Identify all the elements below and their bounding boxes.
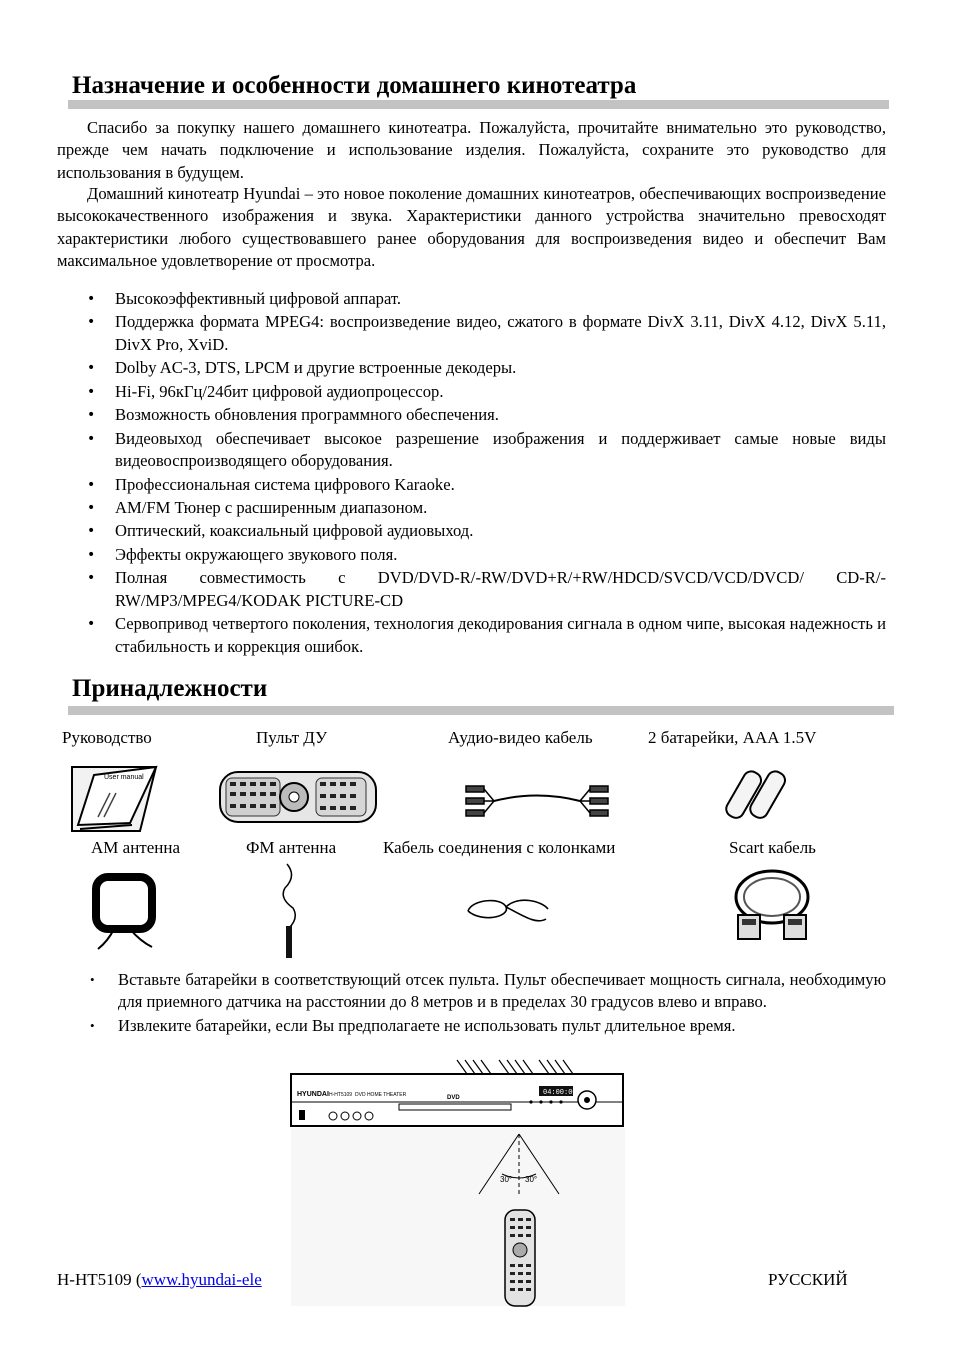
footer-website-link[interactable]: www.hyundai-ele — [141, 1270, 262, 1289]
angle-right-label: 30° — [525, 1175, 538, 1184]
label-remote: Пульт ДУ — [256, 728, 328, 747]
section-title-accessories: Принадлежности — [72, 675, 268, 702]
label-manual: Руководство — [62, 728, 152, 747]
feature-item: • Профессиональная система цифрового Karaoke. — [87, 474, 886, 496]
section-rule — [68, 100, 889, 109]
fm-antenna-illustration — [275, 862, 305, 960]
footer-language: РУССКИЙ — [768, 1270, 848, 1289]
note-item: • Извлеките батарейки, если Вы предполагаете не использовать пульт длительное время. — [90, 1015, 886, 1037]
am-antenna-illustration — [90, 873, 160, 953]
label-batteries: 2 батарейки, AAA 1.5V — [648, 728, 817, 747]
notes-list — [90, 969, 886, 1038]
features-list — [87, 288, 886, 659]
disc-logo: DVD — [447, 1095, 460, 1101]
feature-item: • Полная совместимость с DVD/DVD-R/-RW/DVD+R/+RW/HDCD/SVCD/VCD/DVCD/ CD-R/-RW/MP3/MPEG4/KODAK PICTURE-CD — [87, 567, 886, 612]
label-speaker-cable: Кабель соединения с колонками — [383, 838, 616, 857]
label-av-cable: Аудио-видео кабель — [448, 728, 593, 747]
batteries-illustration — [722, 764, 792, 826]
speaker-cable-illustration — [462, 895, 552, 927]
manual-cover-text: User manual — [104, 774, 144, 781]
label-am-antenna: АМ антенна — [91, 838, 181, 857]
intro-paragraph-2: Домашний кинотеатр Hyundai – это новое поколение домашних кинотеатров, обеспечивающих воспроизведение высококачественного изображения и звука. Характеристики данного устройства значительно превосходят характеристики любого существовавшего ранее оборудования для воспроизведения видео и обеспечит Вам максимальное удовлетворение от просмотра. — [57, 184, 886, 270]
feature-item: • Высокоэффективный цифровой аппарат. — [87, 288, 886, 310]
device-model-desc: DVD HOME THEATER — [355, 1092, 407, 1098]
label-fm-antenna: ФМ антенна — [246, 838, 337, 857]
feature-item: • Видеовыход обеспечивает высокое разрешение изображения и поддерживает самые новые виды видеовоспроизводящего оборудования. — [87, 428, 886, 473]
feature-item: • AM/FM Тюнер с расширенным диапазоном. — [87, 497, 886, 519]
feature-item: • Dolby AC-3, DTS, LPCM и другие встроенные декодеры. — [87, 357, 886, 379]
section-rule — [68, 706, 894, 715]
manual-illustration — [70, 763, 160, 835]
footer-left — [57, 1270, 289, 1290]
angle-left-label: 30° — [500, 1175, 513, 1184]
section-title-purpose: Назначение и особенности домашнего кинотеатра — [72, 72, 637, 99]
device-remote-diagram — [289, 1058, 625, 1308]
feature-item: • Возможность обновления программного обеспечения. — [87, 404, 886, 426]
feature-item: • Оптический, коаксиальный цифровой аудиовыход. — [87, 520, 886, 542]
device-model: H-HT5109 — [329, 1092, 353, 1098]
footer-model: H-HT5109 ( — [57, 1270, 142, 1289]
scart-cable-illustration — [730, 865, 814, 945]
remote-illustration — [218, 768, 380, 826]
note-item: • Вставьте батарейки в соответствующий отсек пульта. Пульт обеспечивает мощность сигнала, необходимую для приемного датчика на расстоянии до 8 метров и в пределах 30 градусов влево и вправо. — [90, 969, 886, 1014]
feature-item: • Hi-Fi, 96кГц/24бит цифровой аудиопроцессор. — [87, 381, 886, 403]
device-brand: HYUNDAI — [297, 1091, 329, 1098]
feature-item: • Поддержка формата MPEG4: воспроизведение видео, сжатого в формате DivX 3.11, DivX 4.12, DivX 5.11, DivX Pro, XviD. — [87, 311, 886, 356]
feature-item: • Эффекты окружающего звукового поля. — [87, 544, 886, 566]
av-cable-illustration — [462, 778, 612, 824]
intro-paragraph-1: Спасибо за покупку нашего домашнего кинотеатра. Пожалуйста, прочитайте внимательно это руководство, прежде чем начать подключение и использование изделия. Пожалуйста, сохраните это руководство для использования в будущем. — [57, 118, 886, 182]
feature-item: • Сервопривод четвертого поколения, технология декодирования сигнала в одном чипе, высокая надежность и стабильность и коррекция ошибок. — [87, 613, 886, 658]
remote-control — [505, 1210, 535, 1306]
label-scart-cable: Scart кабель — [729, 838, 816, 857]
display-readout: 04:00:00 — [543, 1089, 577, 1097]
